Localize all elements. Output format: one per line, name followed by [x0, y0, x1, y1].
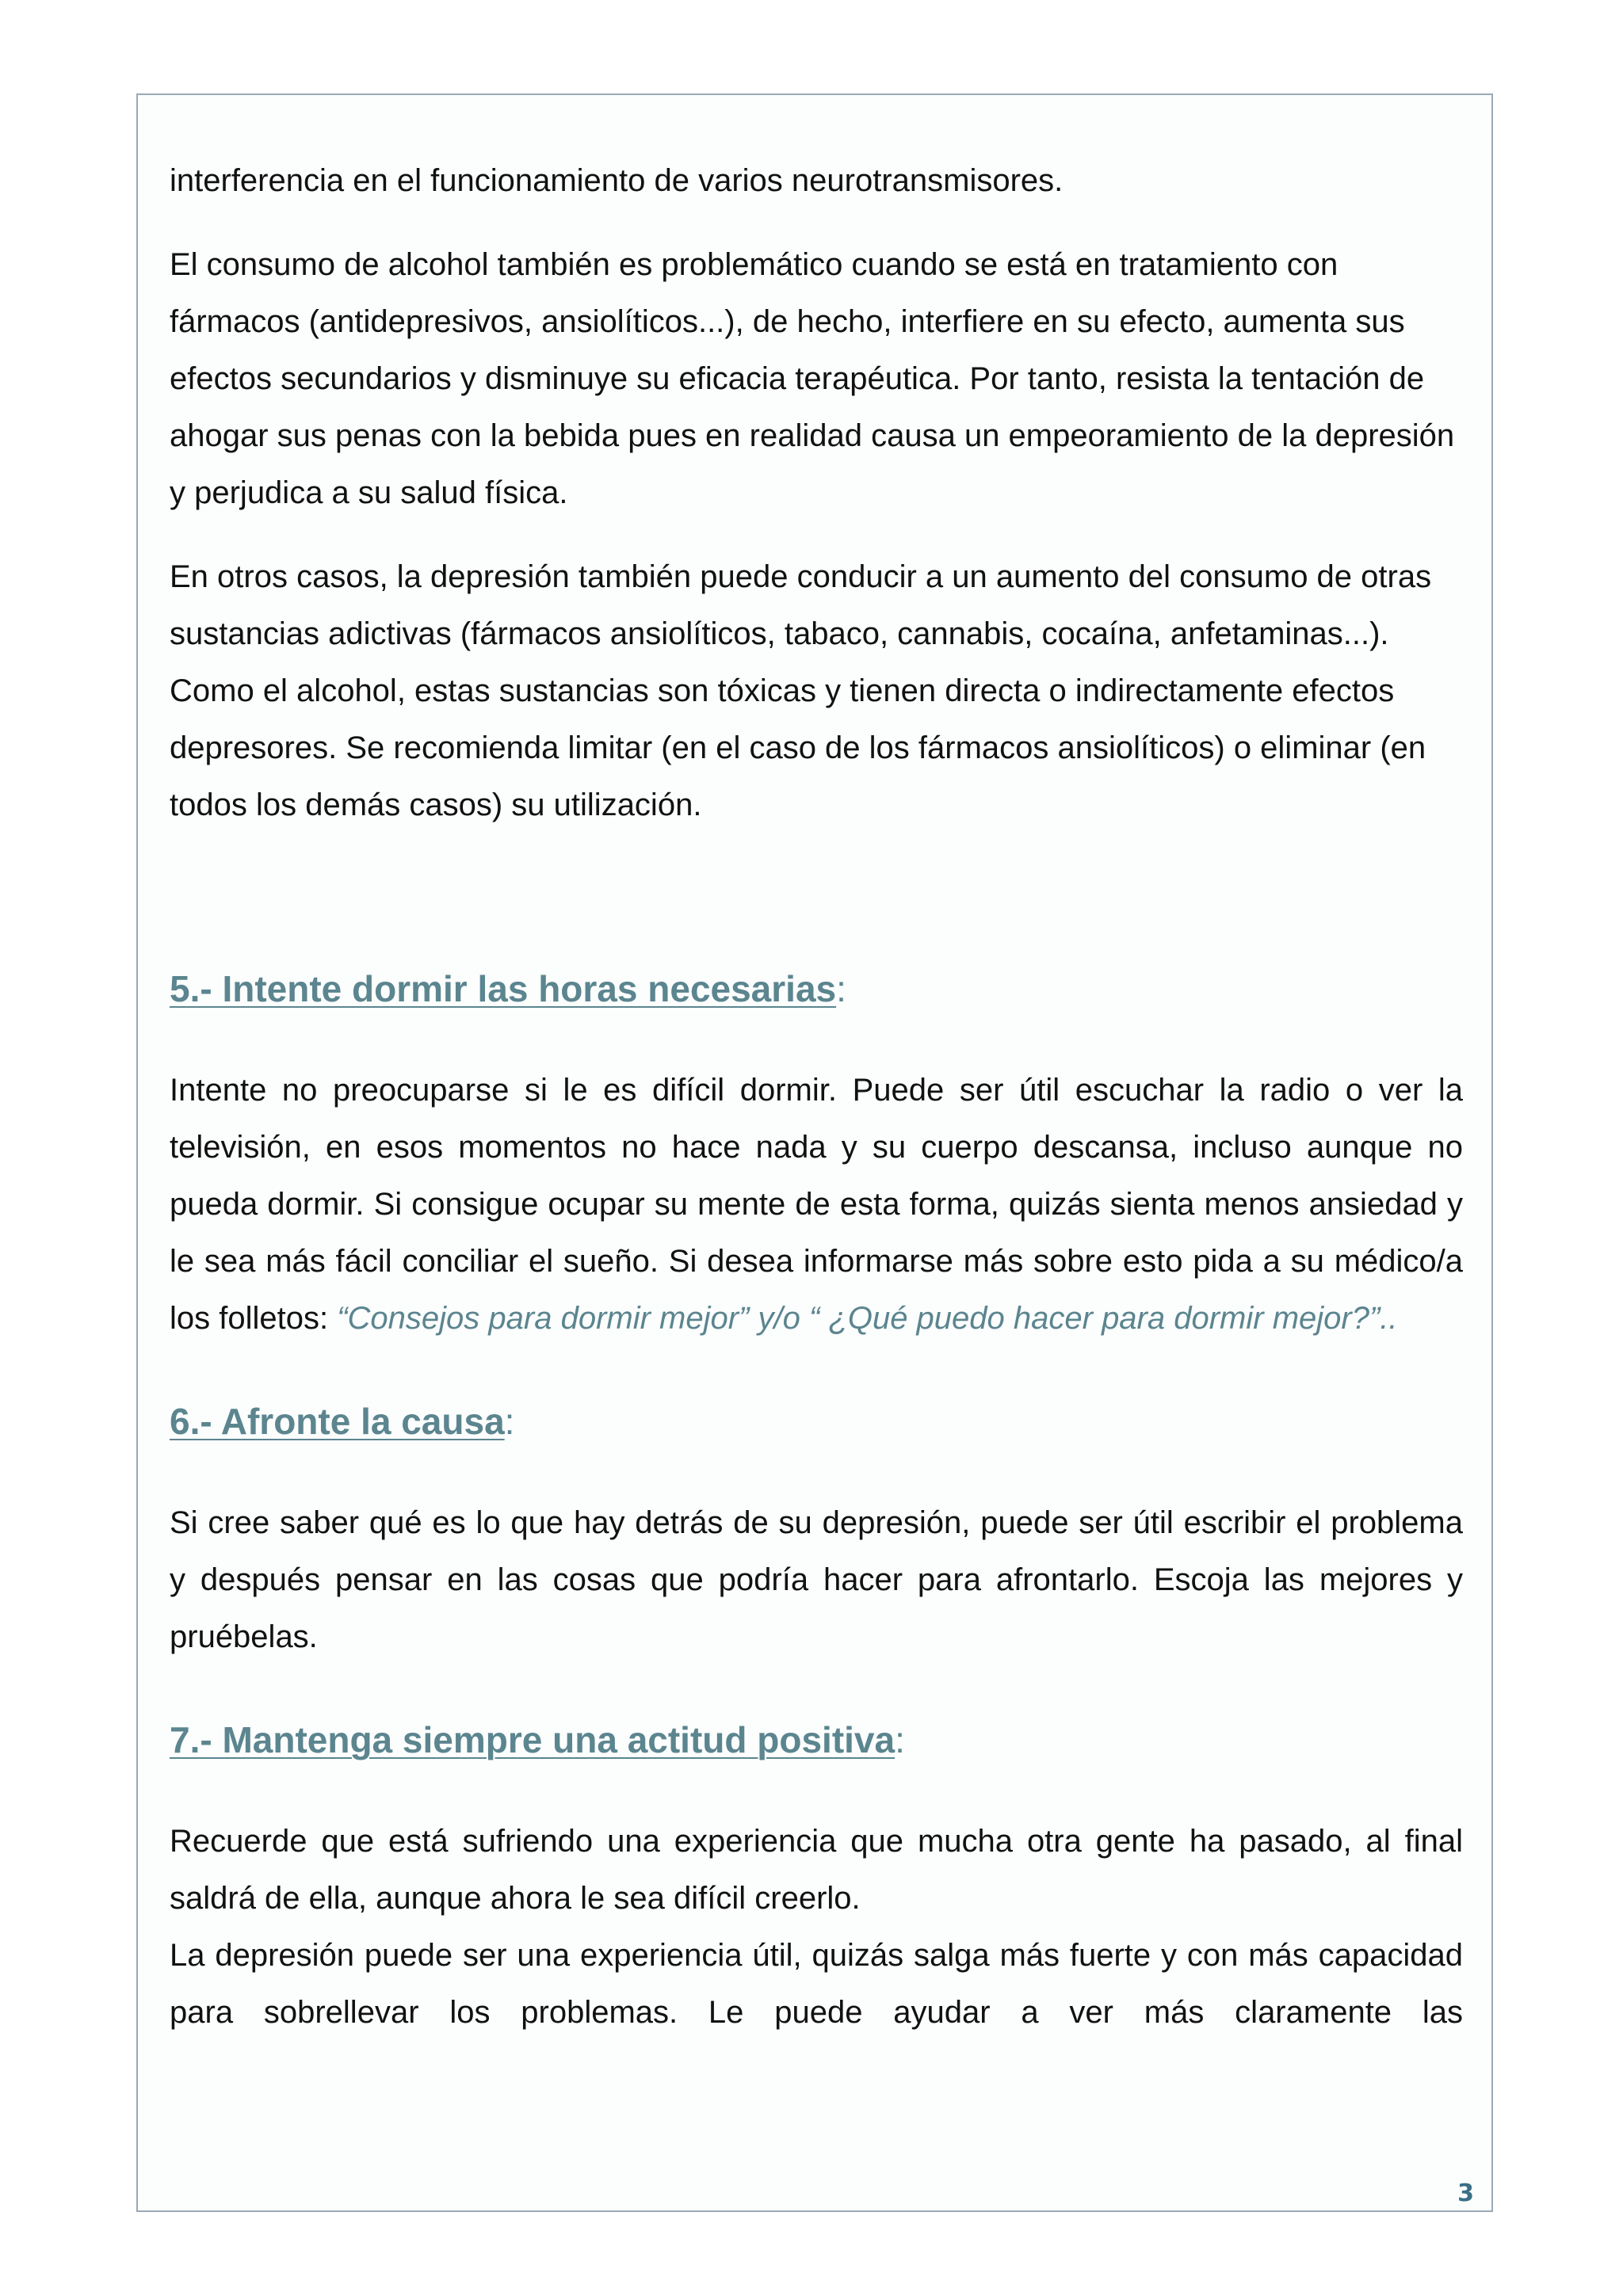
section-title-sleep: 5.- Intente dormir las horas necesarias — [170, 968, 837, 1009]
section-body-sleep-text: Intente no preocuparse si le es difícil dormir. Puede ser útil escuchar la radio o ver la televisión, en esos momentos no hace nada y su cuerpo descansa, incluso aunque no pueda dormir. Si consigue ocupar su mente de esta forma, quizás sienta menos ansiedad y le sea más fácil conciliar el sueño. Si desea informarse más sobre esto pida a su médico/a los folletos: — [170, 1073, 1463, 1336]
section-body-sleep — [170, 1062, 1463, 1347]
continuation-paragraph: interferencia en el funcionamiento de varios neurotransmisores. — [170, 163, 1064, 198]
spacer — [170, 1445, 1463, 1494]
section-title-positive: 7.- Mantenga siempre una actitud positiva — [170, 1719, 896, 1760]
other-substances-paragraph: En otros casos, la depresión también puede conducir a un aumento del consumo de otras sustancias adictivas (fármacos ansiolíticos, tabaco, cannabis, cocaína, anfetaminas...). Como el alcohol, estas sustancias son tóxicas y tienen directa o indirectamente efectos depresores. Se recomienda limitar (en el caso de los fármacos ansiolíticos) o eliminar (en todos los demás casos) su utilización. — [170, 559, 1432, 822]
section-title-cause: 6.- Afronte la causa — [170, 1401, 505, 1442]
page-content — [170, 152, 1463, 2041]
page-number: 3 — [1457, 2180, 1474, 2207]
spacer — [170, 860, 1463, 965]
section-body-cause: Si cree saber qué es lo que hay detrás de su depresión, puede ser útil escribir el problema y después pensar en las cosas que podría hacer para afrontarlo. Escoja las mejores y pruébelas. — [170, 1505, 1463, 1654]
section-heading-sleep — [170, 965, 1463, 1013]
section-heading-cause — [170, 1398, 1463, 1445]
section-colon: : — [895, 1719, 905, 1760]
spacer — [170, 1665, 1463, 1716]
leaflets-reference: “Consejos para dormir mejor” y/o “ ¿Qué puedo hacer para dormir mejor?”.. — [337, 1301, 1398, 1336]
section-body-positive: Recuerde que está sufriendo una experiencia que mucha otra gente ha pasado, al final saldrá de ella, aunque ahora le sea difícil creerlo. — [170, 1824, 1463, 1916]
spacer — [170, 1347, 1463, 1398]
section-body-positive-2: La depresión puede ser una experiencia útil, quizás salga más fuerte y con más capacidad para sobrellevar los problemas. Le puede ayudar a ver más claramente las — [170, 1938, 1463, 2030]
section-colon: : — [836, 968, 846, 1009]
page-frame — [136, 93, 1493, 2212]
section-heading-positive — [170, 1716, 1463, 1764]
spacer — [170, 1764, 1463, 1813]
spacer — [170, 1013, 1463, 1062]
alcohol-treatment-paragraph: El consumo de alcohol también es problemático cuando se está en tratamiento con fármacos (antidepresivos, ansiolíticos...), de hecho, interfiere en su efecto, aumenta sus efectos secundarios y disminuye su eficacia terapéutica. Por tanto, resista la tentación de ahogar sus penas con la bebida pues en realidad causa un empeoramiento de la depresión y perjudica a su salud física. — [170, 247, 1455, 510]
section-colon: : — [504, 1401, 515, 1442]
